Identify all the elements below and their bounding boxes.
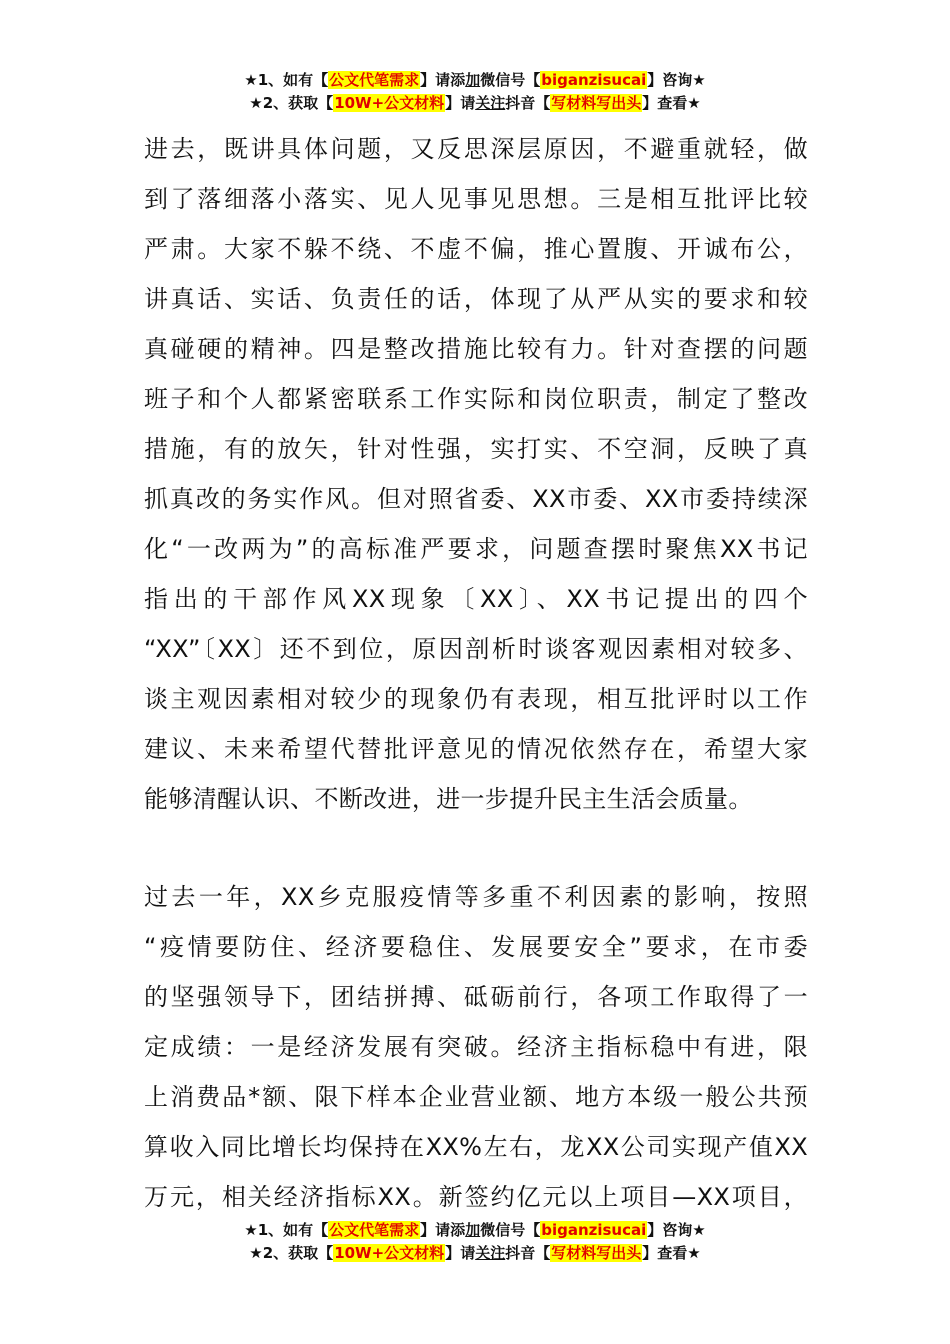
text-line: 万元，相关经济指标XX。新签约亿元以上项目—XX项目， bbox=[144, 1183, 808, 1211]
notice-text: 】请 bbox=[445, 1244, 476, 1262]
highlight-wechat-id: biganzisucai bbox=[541, 71, 647, 89]
text-line: 谈主观因素相对较少的现象仍有表现，相互批评时以工作 bbox=[144, 685, 808, 713]
notice-text: 】请添 bbox=[420, 1221, 466, 1239]
text-line: 严肃。大家不躲不绕、不虚不偏，推心置腹、开诚布公， bbox=[144, 235, 808, 263]
text-line: 指出的干部作风XX现象〔XX〕、XX书记提出的四个 bbox=[144, 585, 808, 613]
notice-text: 】查看★ bbox=[642, 94, 701, 112]
notice-line-2 bbox=[0, 92, 950, 115]
body-paragraph-2 bbox=[144, 872, 808, 1222]
notice-line-2 bbox=[0, 1242, 950, 1265]
highlight-wechat-id: biganzisucai bbox=[541, 1221, 647, 1239]
notice-text: 抖音【 bbox=[505, 1244, 551, 1262]
body-paragraph-1 bbox=[144, 124, 808, 824]
text-line: 真碰硬的精神。四是整改措施比较有力。针对查摆的问题 bbox=[144, 335, 808, 363]
underlined-text: 加 bbox=[465, 1221, 481, 1239]
underlined-text: 关注 bbox=[475, 1244, 506, 1262]
highlight-materials: 10W+公文材料 bbox=[334, 94, 445, 112]
footer-notice bbox=[0, 1219, 950, 1265]
text-line: 过去一年，XX乡克服疫情等多重不利因素的影响，按照 bbox=[144, 883, 808, 911]
text-line: 定成绩：一是经济发展有突破。经济主指标稳中有进，限 bbox=[144, 1033, 808, 1061]
text-line: 抓真改的务实作风。但对照省委、XX市委、XX市委持续深 bbox=[144, 485, 808, 513]
text-line: “疫情要防住、经济要稳住、发展要安全”要求，在市委 bbox=[144, 933, 808, 961]
text-line: 措施，有的放矢，针对性强，实打实、不空洞，反映了真 bbox=[144, 435, 808, 463]
notice-text: 】咨询★ bbox=[647, 1221, 706, 1239]
notice-text: 】查看★ bbox=[642, 1244, 701, 1262]
underlined-text: 关注 bbox=[475, 94, 506, 112]
notice-text: 微信号【 bbox=[480, 1221, 541, 1239]
notice-text: 】请添 bbox=[420, 71, 466, 89]
notice-text: 】请 bbox=[445, 94, 476, 112]
highlight-douyin-id: 写材料写出头 bbox=[551, 1244, 642, 1262]
highlight-materials: 10W+公文材料 bbox=[334, 1244, 445, 1262]
header-notice bbox=[0, 69, 950, 115]
text-line: 能够清醒认识、不断改进，进一步提升民主生活会质量。 bbox=[144, 785, 753, 813]
notice-text: ★2、获取【 bbox=[249, 94, 334, 112]
notice-text: ★1、如有【 bbox=[244, 71, 329, 89]
text-line: 建议、未来希望代替批评意见的情况依然存在，希望大家 bbox=[144, 735, 808, 763]
text-line: 上消费品*额、限下样本企业营业额、地方本级一般公共预 bbox=[144, 1083, 808, 1111]
notice-text: 】咨询★ bbox=[647, 71, 706, 89]
text-line: 讲真话、实话、负责任的话，体现了从严从实的要求和较 bbox=[144, 285, 808, 313]
highlight-douyin-id: 写材料写出头 bbox=[551, 94, 642, 112]
underlined-text: 加 bbox=[465, 71, 481, 89]
notice-text: ★2、获取【 bbox=[249, 1244, 334, 1262]
text-line: 算收入同比增长均保持在XX%左右，龙XX公司实现产值XX bbox=[144, 1133, 808, 1161]
notice-text: 微信号【 bbox=[480, 71, 541, 89]
text-line: 到了落细落小落实、见人见事见思想。三是相互批评比较 bbox=[144, 185, 808, 213]
text-line: 班子和个人都紧密联系工作实际和岗位职责，制定了整改 bbox=[144, 385, 808, 413]
notice-line-1 bbox=[0, 69, 950, 92]
notice-text: 抖音【 bbox=[505, 94, 551, 112]
highlight-service: 公文代笔需求 bbox=[329, 1221, 420, 1239]
text-line: “XX”〔XX〕还不到位，原因剖析时谈客观因素相对较多、 bbox=[144, 635, 808, 663]
notice-line-1 bbox=[0, 1219, 950, 1242]
text-line: 化“一改两为”的高标准严要求，问题查摆时聚焦XX书记 bbox=[144, 535, 808, 563]
notice-text: ★1、如有【 bbox=[244, 1221, 329, 1239]
text-line: 进去，既讲具体问题，又反思深层原因，不避重就轻，做 bbox=[144, 135, 808, 163]
highlight-service: 公文代笔需求 bbox=[329, 71, 420, 89]
text-line: 的坚强领导下，团结拼搏、砥砺前行，各项工作取得了一 bbox=[144, 983, 808, 1011]
